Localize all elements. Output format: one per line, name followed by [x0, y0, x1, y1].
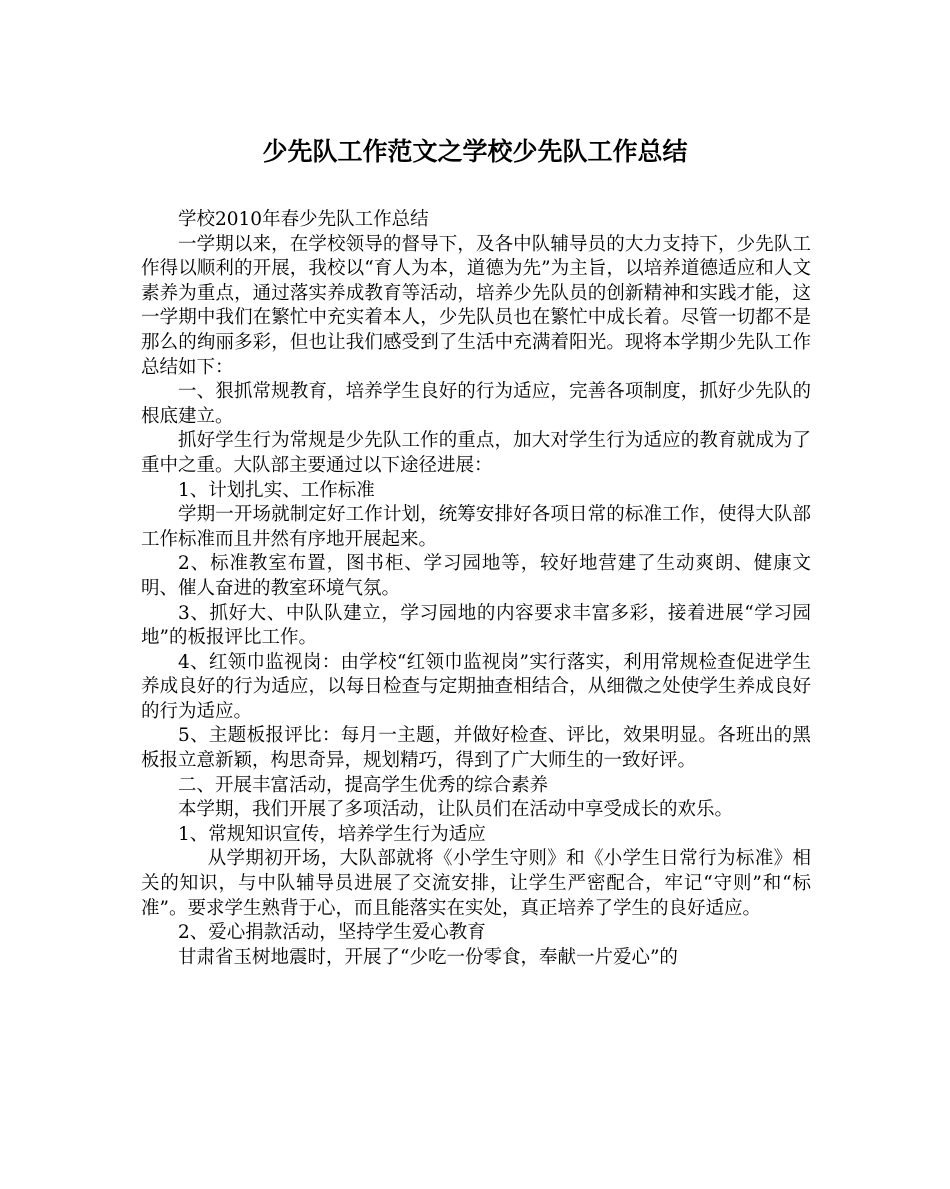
paragraph-item-heading: 1、常规知识宣传，培养学生行为适应: [178, 823, 486, 845]
paragraph-item-heading: 2、爱心捐款活动，坚持学生爱心教育: [178, 922, 486, 944]
document-title: 少先队工作范文之学校少先队工作总结: [262, 137, 688, 166]
paragraph-item: 3、抓好大、中队队建立，学习园地的内容要求丰富多彩，接着进展“学习园地”的板报评比工作。: [141, 602, 811, 649]
paragraph-section-1-heading: 一、狠抓常规教育，培养学生良好的行为适应，完善各项制度，抓好少先队的根底建立。: [141, 381, 811, 427]
document-body: [141, 208, 811, 970]
paragraph-item: 4、红领巾监视岗：由学校“红领巾监视岗”实行落实，利用常规检查促进学生养成良好的行为适应，以每日检查与定期抽查相结合，从细微之处使学生养成良好的行为适应。: [141, 651, 811, 722]
paragraph: 从学期初开场，大队部就将《小学生守则》和《小学生日常行为标准》相关的知识，与中队辅导员进展了交流安排，让学生严密配合，牢记“守则”和“标准”。要求学生熟背于心，而且能落实在实处，真正培养了学生的良好适应。: [141, 848, 811, 919]
paragraph: 甘肃省玉树地震时，开展了“少吃一份零食，奉献一片爱心”的: [178, 946, 678, 968]
paragraph-item: 5、主题板报评比：每月一主题，并做好检查、评比，效果明显。各班出的黑板报立意新颖，构思奇异，规划精巧，得到了广大师生的一致好评。: [141, 725, 811, 772]
paragraph-subtitle: 学校2010年春少先队工作总结: [178, 209, 429, 230]
paragraph: 本学期，我们开展了多项活动，让队员们在活动中享受成长的欢乐。: [178, 799, 734, 821]
paragraph-item: 2、标准教室布置，图书柜、学习园地等，较好地营建了生动爽朗、健康文明、催人奋进的教室环境气氛。: [141, 553, 811, 599]
paragraph-item-heading: 1、计划扎实、工作标准: [178, 479, 375, 501]
paragraph: 抓好学生行为常规是少先队工作的重点，加大对学生行为适应的教育就成为了重中之重。大队部主要通过以下途径进展：: [141, 430, 811, 476]
paragraph-section-2-heading: 二、开展丰富活动，提高学生优秀的综合素养: [178, 774, 549, 796]
paragraph-intro: 一学期以来，在学校领导的督导下，及各中队辅导员的大力支持下，少先队工作得以顺利的开展，我校以“育人为本，道德为先”为主旨，以培养道德适应和人文素养为重点，通过落实养成教育等活动，培养少先队员的创新精神和实践才能，这一学期中我们在繁忙中充实着本人，少先队员也在繁忙中成长着。尽管一切都不是那么的绚丽多彩，但也让我们感受到了生活中充满着阳光。现将本学期少先队工作总结如下：: [141, 233, 811, 378]
paragraph: 学期一开场就制定好工作计划，统筹安排好各项日常的标准工作，使得大队部工作标准而且井然有序地开展起来。: [141, 504, 811, 550]
